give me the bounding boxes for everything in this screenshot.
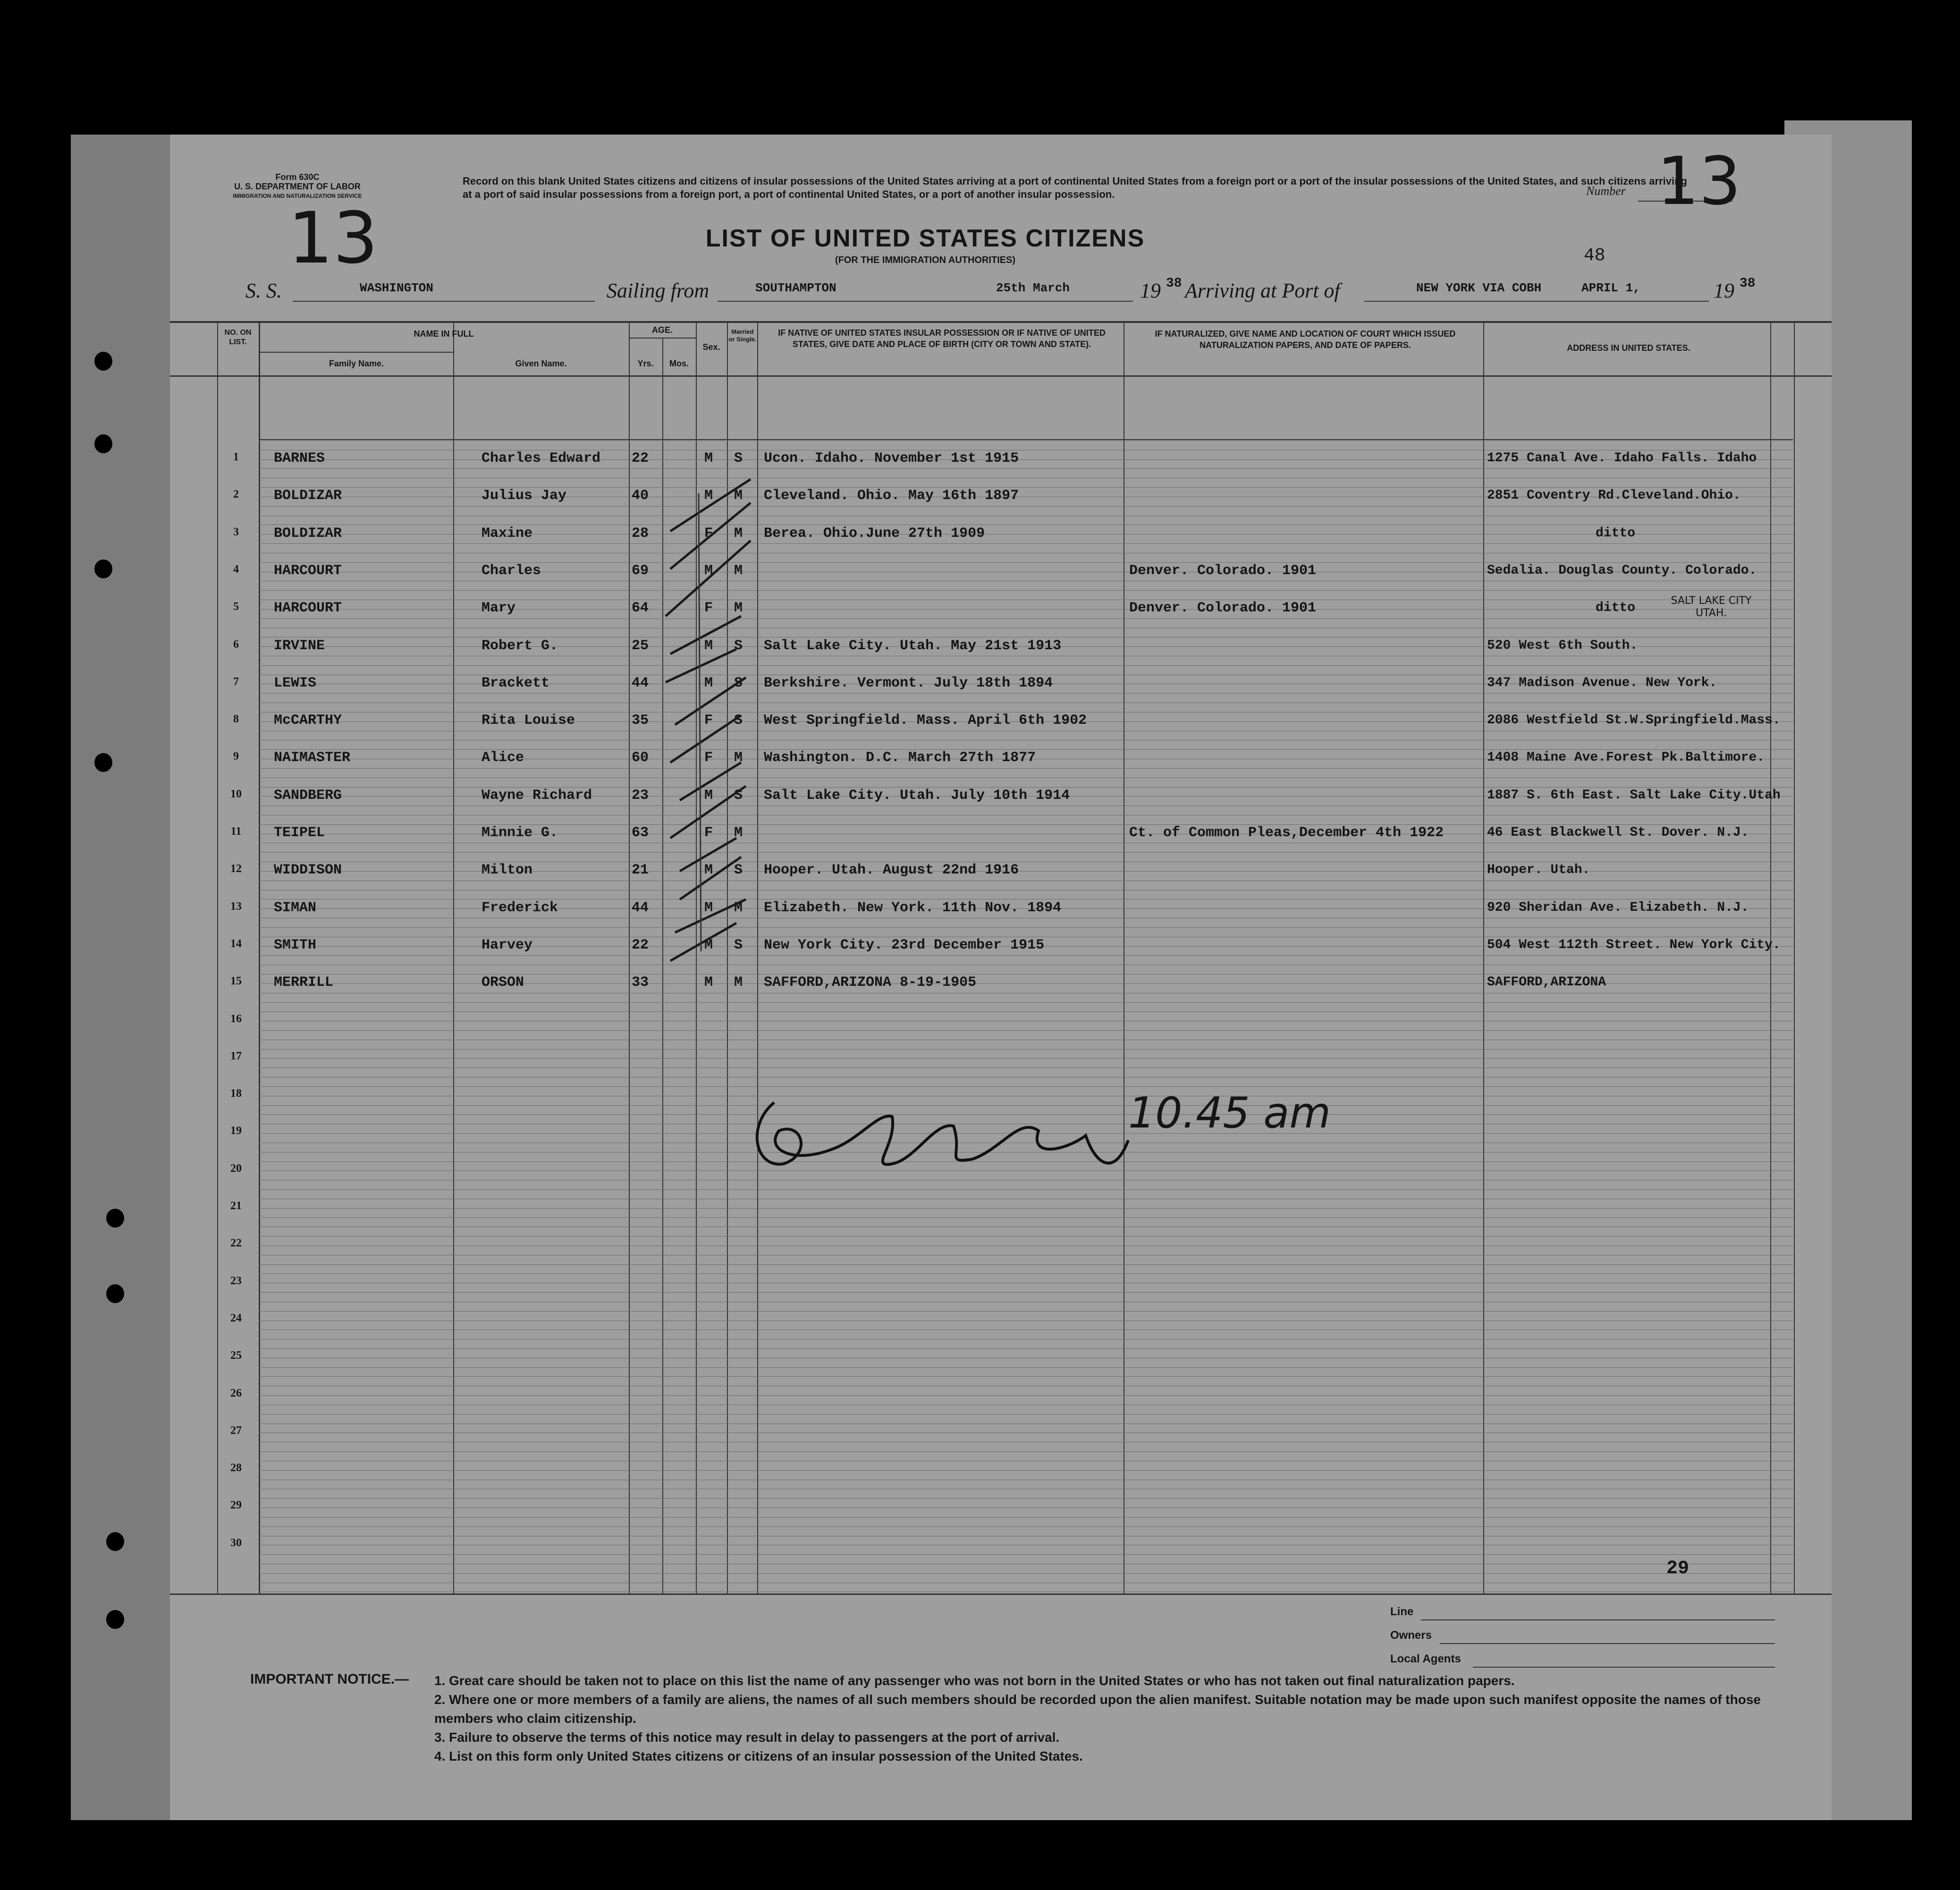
- handwritten-number: 13: [1657, 143, 1741, 220]
- ledger-rule: [259, 1011, 1793, 1012]
- row-number: 7: [233, 676, 239, 688]
- ledger-rule: [259, 1573, 1793, 1574]
- cell-yrs: 33: [632, 975, 649, 991]
- ledger-rule: [259, 1208, 1793, 1209]
- cell-yrs: 21: [632, 862, 649, 878]
- cell-family: HARCOURT: [274, 563, 342, 579]
- ledger-rule: [259, 1058, 1793, 1059]
- row-number: 18: [230, 1087, 242, 1100]
- first-row-top: [259, 439, 1793, 440]
- cell-ms: M: [734, 488, 743, 504]
- age-subheader-line: [629, 338, 696, 339]
- cell-family: WIDDISON: [274, 862, 342, 878]
- cell-yrs: 25: [632, 638, 649, 654]
- ledger-rule: [259, 1311, 1793, 1312]
- cell-given: Wayne Richard: [482, 788, 592, 804]
- cell-family: LEWIS: [274, 675, 317, 691]
- cell-ms: M: [734, 563, 743, 579]
- row-number: 1: [233, 451, 239, 463]
- cell-ms: S: [734, 788, 743, 804]
- header-bottom-border: [170, 375, 1832, 377]
- arr-year: 38: [1740, 276, 1756, 291]
- row-number: 27: [230, 1424, 242, 1437]
- ledger-rule: [259, 1273, 1793, 1274]
- cell-ms: S: [734, 937, 743, 953]
- cell-ms: M: [734, 750, 743, 766]
- cell-sex: M: [704, 488, 713, 504]
- cell-addr: 46 East Blackwell St. Dover. N.J.: [1487, 825, 1749, 840]
- ledger-rule: [259, 1451, 1793, 1452]
- row-number: 6: [233, 638, 239, 651]
- cell-nat: Denver. Colorado. 1901: [1129, 563, 1317, 579]
- row-number: 19: [230, 1125, 242, 1137]
- ledger-rule: [259, 927, 1793, 928]
- ledger-rule: [259, 955, 1793, 956]
- row-number: 2: [233, 488, 239, 500]
- cell-birth: Salt Lake City. Utah. July 10th 1914: [764, 788, 1070, 804]
- cell-addr: 2086 Westfield St.W.Springfield.Mass.: [1487, 713, 1781, 728]
- cell-yrs: 64: [632, 600, 649, 616]
- agents-underline: [1473, 1667, 1775, 1668]
- cell-nat: Ct. of Common Pleas,December 4th 1922: [1129, 825, 1444, 841]
- binder-hole: [106, 1532, 124, 1551]
- notice-item-1: 1. Great care should be taken not to place on this list the name of any passenger who was not born in the United States or who has not taken out final naturalization papers.: [434, 1673, 1515, 1688]
- cell-addr: 2851 Coventry Rd.Cleveland.Ohio.: [1487, 488, 1741, 503]
- cell-given: Charles Edward: [482, 450, 601, 466]
- manifest-page: [170, 135, 1832, 1820]
- sail-year: 38: [1166, 276, 1182, 291]
- ledger-rule: [259, 1376, 1793, 1377]
- row-number: 12: [230, 863, 242, 875]
- row-number: 24: [230, 1312, 242, 1324]
- cell-given: Alice: [482, 750, 524, 766]
- table-top-border: [170, 321, 1832, 323]
- sailing-date: 25th March: [996, 281, 1070, 295]
- cell-given: Julius Jay: [482, 488, 567, 504]
- cell-birth: SAFFORD,ARIZONA 8-19-1905: [764, 975, 977, 991]
- cell-given: Frederick: [482, 900, 558, 916]
- col-line: [757, 321, 758, 1593]
- row-number: 21: [230, 1200, 242, 1212]
- from-port: SOUTHAMPTON: [755, 281, 836, 295]
- cell-yrs: 22: [632, 937, 649, 953]
- cell-family: BARNES: [274, 450, 325, 466]
- cell-family: HARCOURT: [274, 600, 342, 616]
- cell-ms: S: [734, 862, 743, 878]
- cell-family: SMITH: [274, 937, 317, 953]
- ledger-rule: [259, 1414, 1793, 1415]
- row-number: 26: [230, 1387, 242, 1399]
- row-number: 15: [230, 975, 242, 987]
- ledger-rule: [259, 693, 1793, 694]
- cell-family: BOLDIZAR: [274, 525, 342, 542]
- cell-sex: M: [704, 900, 713, 916]
- name-subheader-line: [259, 352, 453, 353]
- header-married-single: Married or Single.: [728, 328, 757, 343]
- cell-sex: M: [704, 450, 713, 466]
- binder-hole: [106, 1610, 124, 1629]
- cell-ms: S: [734, 450, 743, 466]
- cell-family: SANDBERG: [274, 788, 342, 804]
- row-number: 22: [230, 1237, 242, 1249]
- department-name: U. S. DEPARTMENT OF LABOR: [234, 182, 361, 191]
- cell-sex: M: [704, 788, 713, 804]
- cell-ms: S: [734, 638, 743, 654]
- cell-sex: F: [704, 825, 713, 841]
- col-line: [453, 321, 454, 1593]
- arrival-date: APRIL 1,: [1581, 281, 1640, 295]
- cell-yrs: 44: [632, 900, 649, 916]
- header-family-name: Family Name.: [329, 359, 384, 368]
- cell-ms: M: [734, 975, 743, 991]
- cell-family: NAIMASTER: [274, 750, 351, 766]
- cell-birth: Cleveland. Ohio. May 16th 1897: [764, 488, 1019, 504]
- cell-yrs: 60: [632, 750, 649, 766]
- cell-sex: M: [704, 675, 713, 691]
- header-given-name: Given Name.: [515, 359, 567, 368]
- header-birthplace: IF NATIVE OF UNITED STATES INSULAR POSSESSION OR IF NATIVE OF UNITED STATES, GIVE DATE AND PLACE OF BIRTH (CITY OR TOWN AND STATE).: [778, 328, 1106, 349]
- ledger-rule: [259, 805, 1793, 806]
- col-line: [1770, 321, 1771, 1593]
- arr-year-prefix: 19: [1714, 279, 1734, 302]
- cell-given: Rita Louise: [482, 712, 575, 729]
- sail-year-prefix: 19: [1140, 279, 1161, 302]
- col-line: [629, 321, 630, 1593]
- header-name-in-full: NAME IN FULL: [414, 329, 474, 339]
- agents-label: Local Agents: [1390, 1653, 1461, 1665]
- cell-ms: S: [734, 675, 743, 691]
- ledger-rule: [259, 543, 1793, 544]
- cell-yrs: 63: [632, 825, 649, 841]
- cell-sex: F: [704, 750, 713, 766]
- ledger-rule: [259, 1348, 1793, 1349]
- row-number: 14: [230, 938, 242, 950]
- cell-ms: M: [734, 900, 743, 916]
- ledger-rule: [259, 1498, 1793, 1499]
- cell-birth: New York City. 23rd December 1915: [764, 937, 1045, 953]
- service-name: IMMIGRATION AND NATURALIZATION SERVICE: [233, 193, 362, 199]
- cell-yrs: 69: [632, 563, 649, 579]
- cell-sex: M: [704, 862, 713, 878]
- cell-given: Milton: [482, 862, 533, 878]
- ledger-rule: [259, 1432, 1793, 1433]
- row-number: 28: [230, 1462, 242, 1474]
- binder-hole: [94, 753, 112, 772]
- cell-birth: Hooper. Utah. August 22nd 1916: [764, 862, 1019, 878]
- ledger-rule: [259, 1264, 1793, 1265]
- cell-yrs: 22: [632, 450, 649, 466]
- form-title: LIST OF UNITED STATES CITIZENS: [705, 225, 1145, 252]
- cell-family: BOLDIZAR: [274, 488, 342, 504]
- binder-hole: [94, 434, 112, 453]
- arrival-underline: [1364, 301, 1709, 302]
- handwritten-sheet-number: 13: [288, 197, 378, 280]
- ledger-rule: [259, 1554, 1793, 1555]
- col-line: [217, 321, 218, 1593]
- cell-yrs: 23: [632, 788, 649, 804]
- ledger-rule: [259, 1236, 1793, 1237]
- cell-family: TEIPEL: [274, 825, 325, 841]
- ledger-rule: [259, 1470, 1793, 1471]
- ledger-rule: [259, 468, 1793, 469]
- cell-birth: Ucon. Idaho. November 1st 1915: [764, 450, 1019, 466]
- row-number: 30: [230, 1537, 242, 1549]
- ss-label: S. S.: [245, 279, 282, 302]
- cell-sex: M: [704, 638, 713, 654]
- ledger-rule: [259, 1002, 1793, 1003]
- stamped-48: 48: [1584, 246, 1605, 266]
- cell-yrs: 35: [632, 712, 649, 729]
- form-preamble: Record on this blank United States citizens and citizens of insular possessions of the United States arriving at a port of continental United States from a foreign port or a port of the insular possessions of the United States, and such citizens arriving at a port of said insular possessions from a foreign port, a port of continental United States, or a port of another insular possession.: [463, 175, 1687, 200]
- cell-addr: Hooper. Utah.: [1487, 863, 1590, 877]
- cell-given: Charles: [482, 563, 541, 579]
- ledger-rule: [259, 1217, 1793, 1218]
- header-no-on-list: NO. ON LIST.: [224, 329, 252, 346]
- row-number: 8: [233, 713, 239, 725]
- cell-yrs: 40: [632, 488, 649, 504]
- cell-given: Mary: [482, 600, 516, 616]
- cell-family: IRVINE: [274, 638, 325, 654]
- ledger-rule: [259, 768, 1793, 769]
- row-number: 3: [233, 526, 239, 538]
- header-yrs: Yrs.: [637, 359, 654, 368]
- row-number: 11: [230, 825, 242, 838]
- ship-name: WASHINGTON: [359, 281, 434, 295]
- cell-given: ORSON: [482, 975, 524, 991]
- cell-ms: M: [734, 600, 743, 616]
- col-line: [1794, 321, 1795, 1593]
- cell-sex: M: [704, 563, 713, 579]
- cell-birth: West Springfield. Mass. April 6th 1902: [764, 712, 1087, 729]
- cell-family: MERRILL: [274, 975, 334, 991]
- binder-hole: [94, 559, 112, 578]
- cell-addr: 504 West 112th Street. New York City.: [1487, 938, 1781, 952]
- ledger-rule: [259, 1049, 1793, 1050]
- owners-label: Owners: [1390, 1629, 1432, 1642]
- header-mos: Mos.: [669, 359, 689, 368]
- notice-item-2: 2. Where one or more members of a family are aliens, the names of all such members should be recorded upon the alien manifest. Suitable notation may be made upon such manifest opposite the names of those members who claim citizenship.: [434, 1692, 1761, 1726]
- ledger-rule: [259, 1030, 1793, 1031]
- cell-birth: Salt Lake City. Utah. May 21st 1913: [764, 638, 1062, 654]
- col-line: [1483, 321, 1484, 1593]
- row-number: 13: [230, 900, 242, 913]
- row-number: 5: [233, 601, 239, 613]
- arriving-label: Arriving at Port of: [1185, 279, 1340, 302]
- cell-addr: Sedalia. Douglas County. Colorado.: [1487, 563, 1757, 578]
- arrival-port: NEW YORK VIA COBH: [1416, 281, 1542, 295]
- col-line: [259, 321, 260, 1593]
- header-sex: Sex.: [702, 342, 720, 352]
- notice-item-4: 4. List on this form only United States citizens or citizens of an insular possession of the United States.: [434, 1749, 1083, 1763]
- handwritten-page-mark: 29: [1666, 1558, 1690, 1579]
- line-label: Line: [1390, 1605, 1414, 1618]
- cell-given: Maxine: [482, 525, 533, 542]
- row-number: 20: [230, 1162, 242, 1175]
- ledger-rule: [259, 852, 1793, 853]
- row-number: 4: [233, 563, 239, 576]
- ledger-rule: [259, 665, 1793, 666]
- cell-addr: 920 Sheridan Ave. Elizabeth. N.J.: [1487, 900, 1749, 915]
- check-marks: [661, 460, 755, 1084]
- cell-sex: F: [704, 525, 713, 542]
- cell-yrs: 44: [632, 675, 649, 691]
- row-number: 25: [230, 1349, 242, 1362]
- ledger-rule: [259, 590, 1793, 591]
- ship-underline: [293, 301, 595, 302]
- cell-nat: Denver. Colorado. 1901: [1129, 600, 1317, 616]
- important-notice-label: IMPORTANT NOTICE.—: [250, 1671, 409, 1687]
- row-number: 10: [230, 788, 242, 800]
- cell-birth: Elizabeth. New York. 11th Nov. 1894: [764, 900, 1062, 916]
- form-subtitle: (FOR THE IMMIGRATION AUTHORITIES): [835, 255, 1016, 265]
- cell-given: Robert G.: [482, 638, 558, 654]
- form-number: Form 630C: [275, 172, 320, 182]
- notice-item-3: 3. Failure to observe the terms of this notice may result in delay to passengers at the port of arrival.: [434, 1730, 1060, 1745]
- ledger-rule: [259, 1526, 1793, 1527]
- binder-hole: [94, 352, 112, 371]
- header-age: AGE.: [651, 325, 673, 335]
- cell-sex: M: [704, 937, 713, 953]
- line-underline: [1421, 1619, 1775, 1620]
- owners-underline: [1440, 1643, 1775, 1644]
- row-number: 29: [230, 1499, 242, 1511]
- cell-ms: S: [734, 712, 743, 729]
- cell-given: Brackett: [482, 675, 550, 691]
- table-bottom-border: [170, 1593, 1832, 1595]
- cell-ms: M: [734, 825, 743, 841]
- cell-addr: 1887 S. 6th East. Salt Lake City.Utah: [1487, 788, 1781, 803]
- cell-birth: Berkshire. Vermont. July 18th 1894: [764, 675, 1053, 691]
- number-label: Number: [1586, 184, 1626, 198]
- ledger-rule: [259, 1367, 1793, 1368]
- from-underline: [718, 301, 1133, 302]
- header-naturalized: IF NATURALIZED, GIVE NAME AND LOCATION OF COURT WHICH ISSUED NATURALIZATION PAPERS, AND DATE OF PAPERS.: [1155, 329, 1456, 350]
- cell-birth: Berea. Ohio.June 27th 1909: [764, 525, 985, 542]
- header-address: ADDRESS IN UNITED STATES.: [1567, 343, 1690, 353]
- cell-addr: ditto: [1596, 526, 1636, 541]
- cell-given: Minnie G.: [482, 825, 558, 841]
- cell-addr: ditto: [1596, 601, 1636, 615]
- cell-birth: Washington. D.C. March 27th 1877: [764, 750, 1036, 766]
- cell-addr: 1275 Canal Ave. Idaho Falls. Idaho: [1487, 451, 1757, 466]
- cell-yrs: 28: [632, 525, 649, 542]
- row-number: 23: [230, 1275, 242, 1287]
- sailing-from-label: Sailing from: [607, 279, 710, 302]
- cell-family: McCARTHY: [274, 712, 342, 729]
- cell-addr: 1408 Maine Ave.Forest Pk.Baltimore.: [1487, 750, 1765, 765]
- cell-given: Harvey: [482, 937, 533, 953]
- cell-family: SIMAN: [274, 900, 317, 916]
- cell-addr: SAFFORD,ARIZONA: [1487, 975, 1606, 990]
- cell-sex: F: [704, 600, 713, 616]
- binder-hole: [106, 1284, 124, 1303]
- cell-addr: 520 West 6th South.: [1487, 638, 1638, 653]
- binder-strip: [71, 135, 175, 1820]
- ledger-rule: [259, 506, 1793, 507]
- handwritten-time: 10.45 am: [1128, 1088, 1331, 1138]
- binder-hole: [106, 1209, 124, 1228]
- row-number: 17: [230, 1050, 242, 1062]
- row-number: 9: [233, 750, 239, 763]
- cell-sex: M: [704, 975, 713, 991]
- cell-ms: M: [734, 525, 743, 542]
- cell-sex: F: [704, 712, 713, 729]
- row-number: 16: [230, 1013, 242, 1025]
- address-6-annotation: SALT LAKE CITY UTAH.: [1671, 595, 1752, 619]
- cell-addr: 347 Madison Avenue. New York.: [1487, 676, 1717, 690]
- ledger-rule: [259, 1395, 1793, 1396]
- ledger-rule: [259, 1292, 1793, 1293]
